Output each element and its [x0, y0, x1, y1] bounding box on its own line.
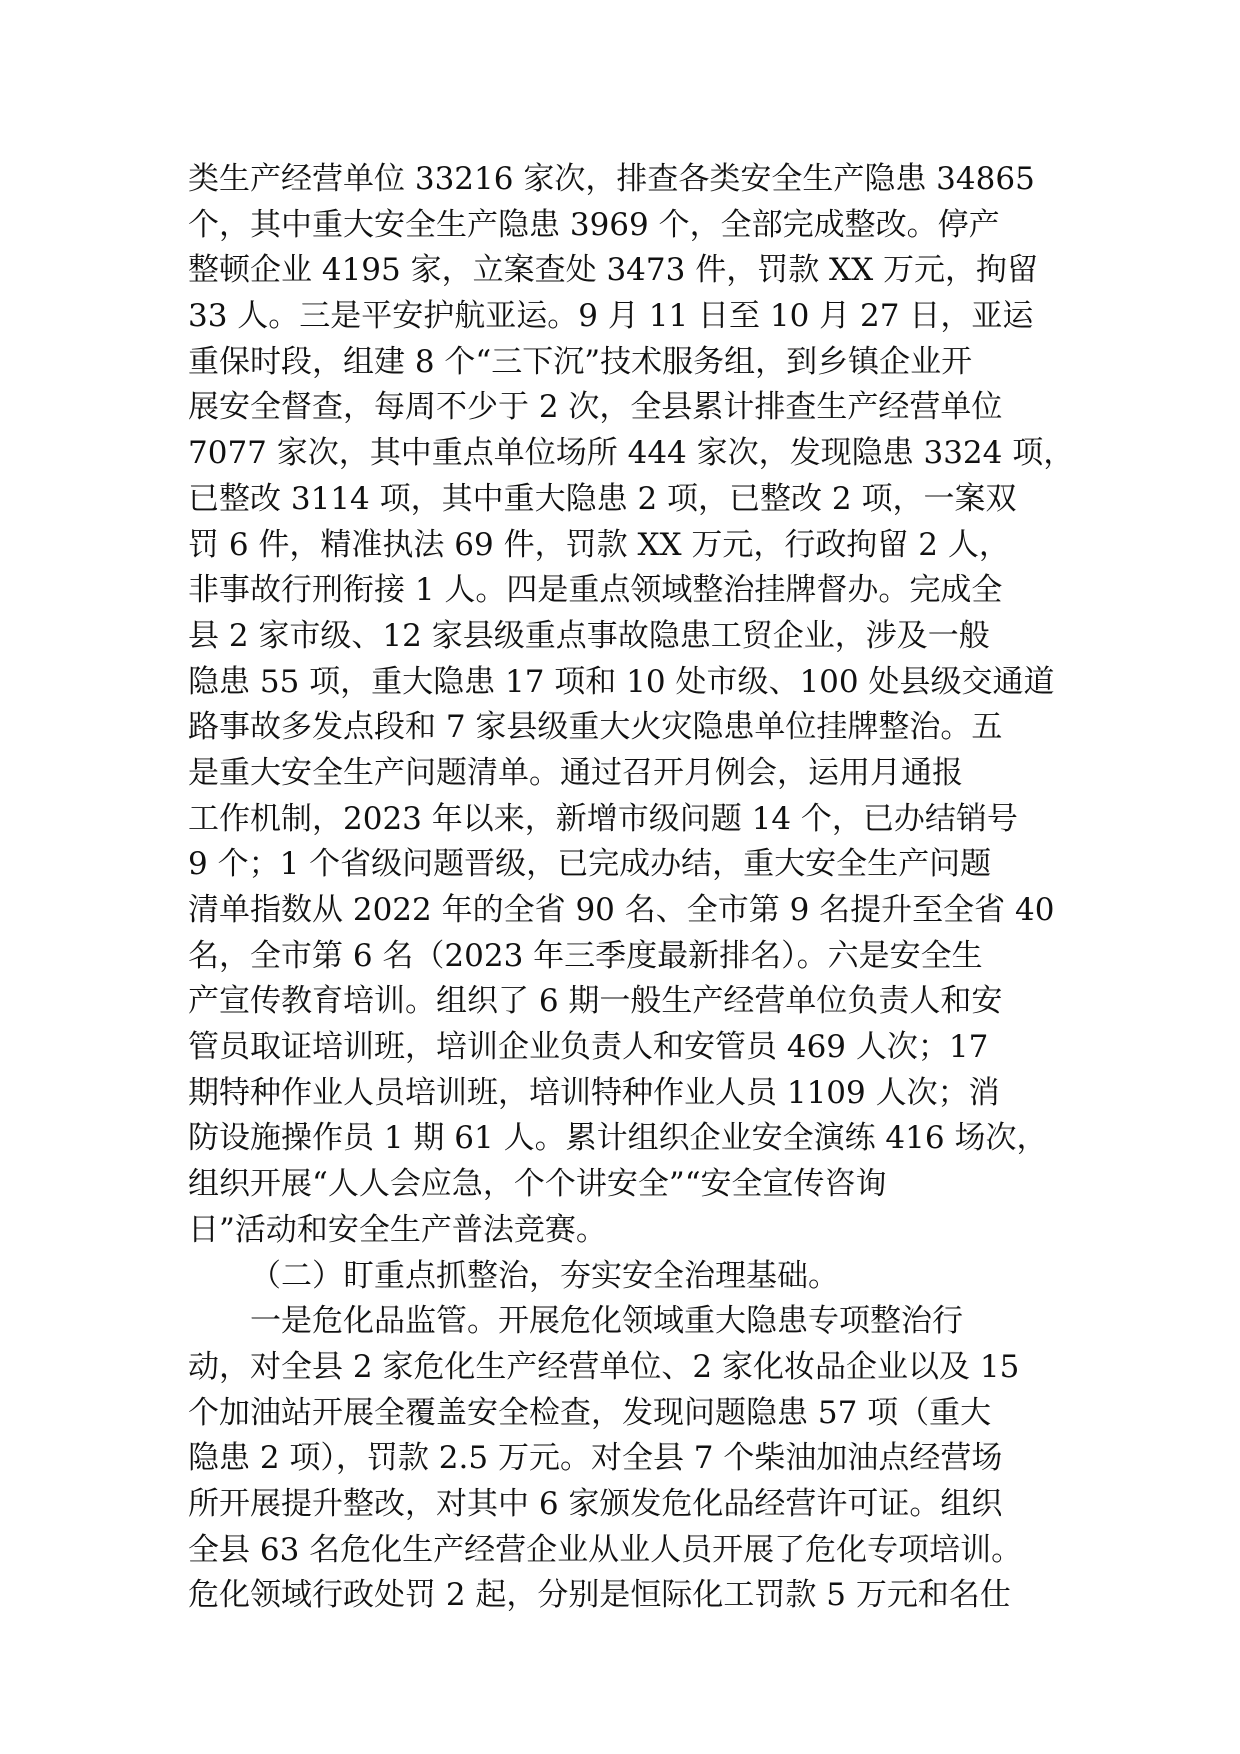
- text-line: 县 2 家市级、12 家县级重点事故隐患工贸企业，涉及一般: [188, 617, 990, 654]
- text-line: 9 个；1 个省级问题晋级，已完成办结，重大安全生产问题: [188, 846, 992, 883]
- text-line: 是重大安全生产问题清单。通过召开月例会，运用月通报: [188, 754, 963, 791]
- text-line: 隐患 2 项），罚款 2.5 万元。对全县 7 个柴油加油点经营场: [188, 1440, 1003, 1477]
- text-line: 管员取证培训班，培训企业负责人和安管员 469 人次；17: [188, 1029, 989, 1066]
- text-line: 清单指数从 2022 年的全省 90 名、全市第 9 名提升至全省 40: [188, 892, 1055, 928]
- text-line: 防设施操作员 1 期 61 人。累计组织企业安全演练 416 场次，: [188, 1120, 1048, 1157]
- text-line: 工作机制，2023 年以来，新增市级问题 14 个，已办结销号: [188, 800, 1018, 837]
- text-line: 33 人。三是平安护航亚运。9 月 11 日至 10 月 27 日，亚运: [188, 298, 1034, 335]
- text-line: 产宣传教育培训。组织了 6 期一般生产经营单位负责人和安: [188, 983, 1003, 1020]
- text-line: 个，其中重大安全生产隐患 3969 个，全部完成整改。停产: [188, 206, 1000, 243]
- text-line: 7077 家次，其中重点单位场所 444 家次，发现隐患 3324 项，: [188, 435, 1075, 472]
- paragraph-first-line: 一是危化品监管。开展危化领域重大隐患专项整治行: [250, 1303, 963, 1340]
- text-line: 整顿企业 4195 家，立案查处 3473 件，罚款 XX 万元，拘留: [188, 252, 1039, 289]
- text-line: 罚 6 件，精准执法 69 件，罚款 XX 万元，行政拘留 2 人，: [188, 526, 1010, 563]
- text-line: 所开展提升整改，对其中 6 家颁发危化品经营许可证。组织: [188, 1485, 1003, 1522]
- text-line: 重保时段，组建 8 个“三下沉”技术服务组，到乡镇企业开: [188, 343, 973, 380]
- text-line: 日”活动和安全生产普法竞赛。: [188, 1211, 607, 1248]
- text-line: 隐患 55 项，重大隐患 17 项和 10 处市级、100 处县级交通道: [188, 663, 1055, 700]
- text-line: 名，全市第 6 名（2023 年三季度最新排名）。六是安全生: [188, 937, 983, 974]
- section-heading: （二）盯重点抓整治，夯实安全治理基础。: [250, 1257, 839, 1294]
- text-line: 展安全督查，每周不少于 2 次，全县累计排查生产经营单位: [188, 389, 1003, 426]
- text-line: 非事故行刑衔接 1 人。四是重点领域整治挂牌督办。完成全: [188, 572, 1003, 609]
- text-line: 动，对全县 2 家危化生产经营单位、2 家化妆品企业以及 15: [188, 1348, 1020, 1385]
- text-line: 期特种作业人员培训班，培训特种作业人员 1109 人次；消: [188, 1074, 1000, 1111]
- text-line: 已整改 3114 项，其中重大隐患 2 项，已整改 2 项，一案双: [188, 480, 1017, 517]
- text-line: 路事故多发点段和 7 家县级重大火灾隐患单位挂牌整治。五: [188, 709, 1003, 746]
- text-line: 危化领域行政处罚 2 起，分别是恒际化工罚款 5 万元和名仕: [188, 1577, 1011, 1614]
- text-line: 全县 63 名危化生产经营企业从业人员开展了危化专项培训。: [188, 1531, 1023, 1568]
- text-line: 类生产经营单位 33216 家次，排查各类安全生产隐患 34865: [188, 161, 1035, 197]
- text-line: 组织开展“人人会应急，个个讲安全”“安全宣传咨询: [188, 1166, 887, 1203]
- body-text: [188, 157, 1098, 1619]
- text-line: 个加油站开展全覆盖安全检查，发现问题隐患 57 项（重大: [188, 1394, 992, 1431]
